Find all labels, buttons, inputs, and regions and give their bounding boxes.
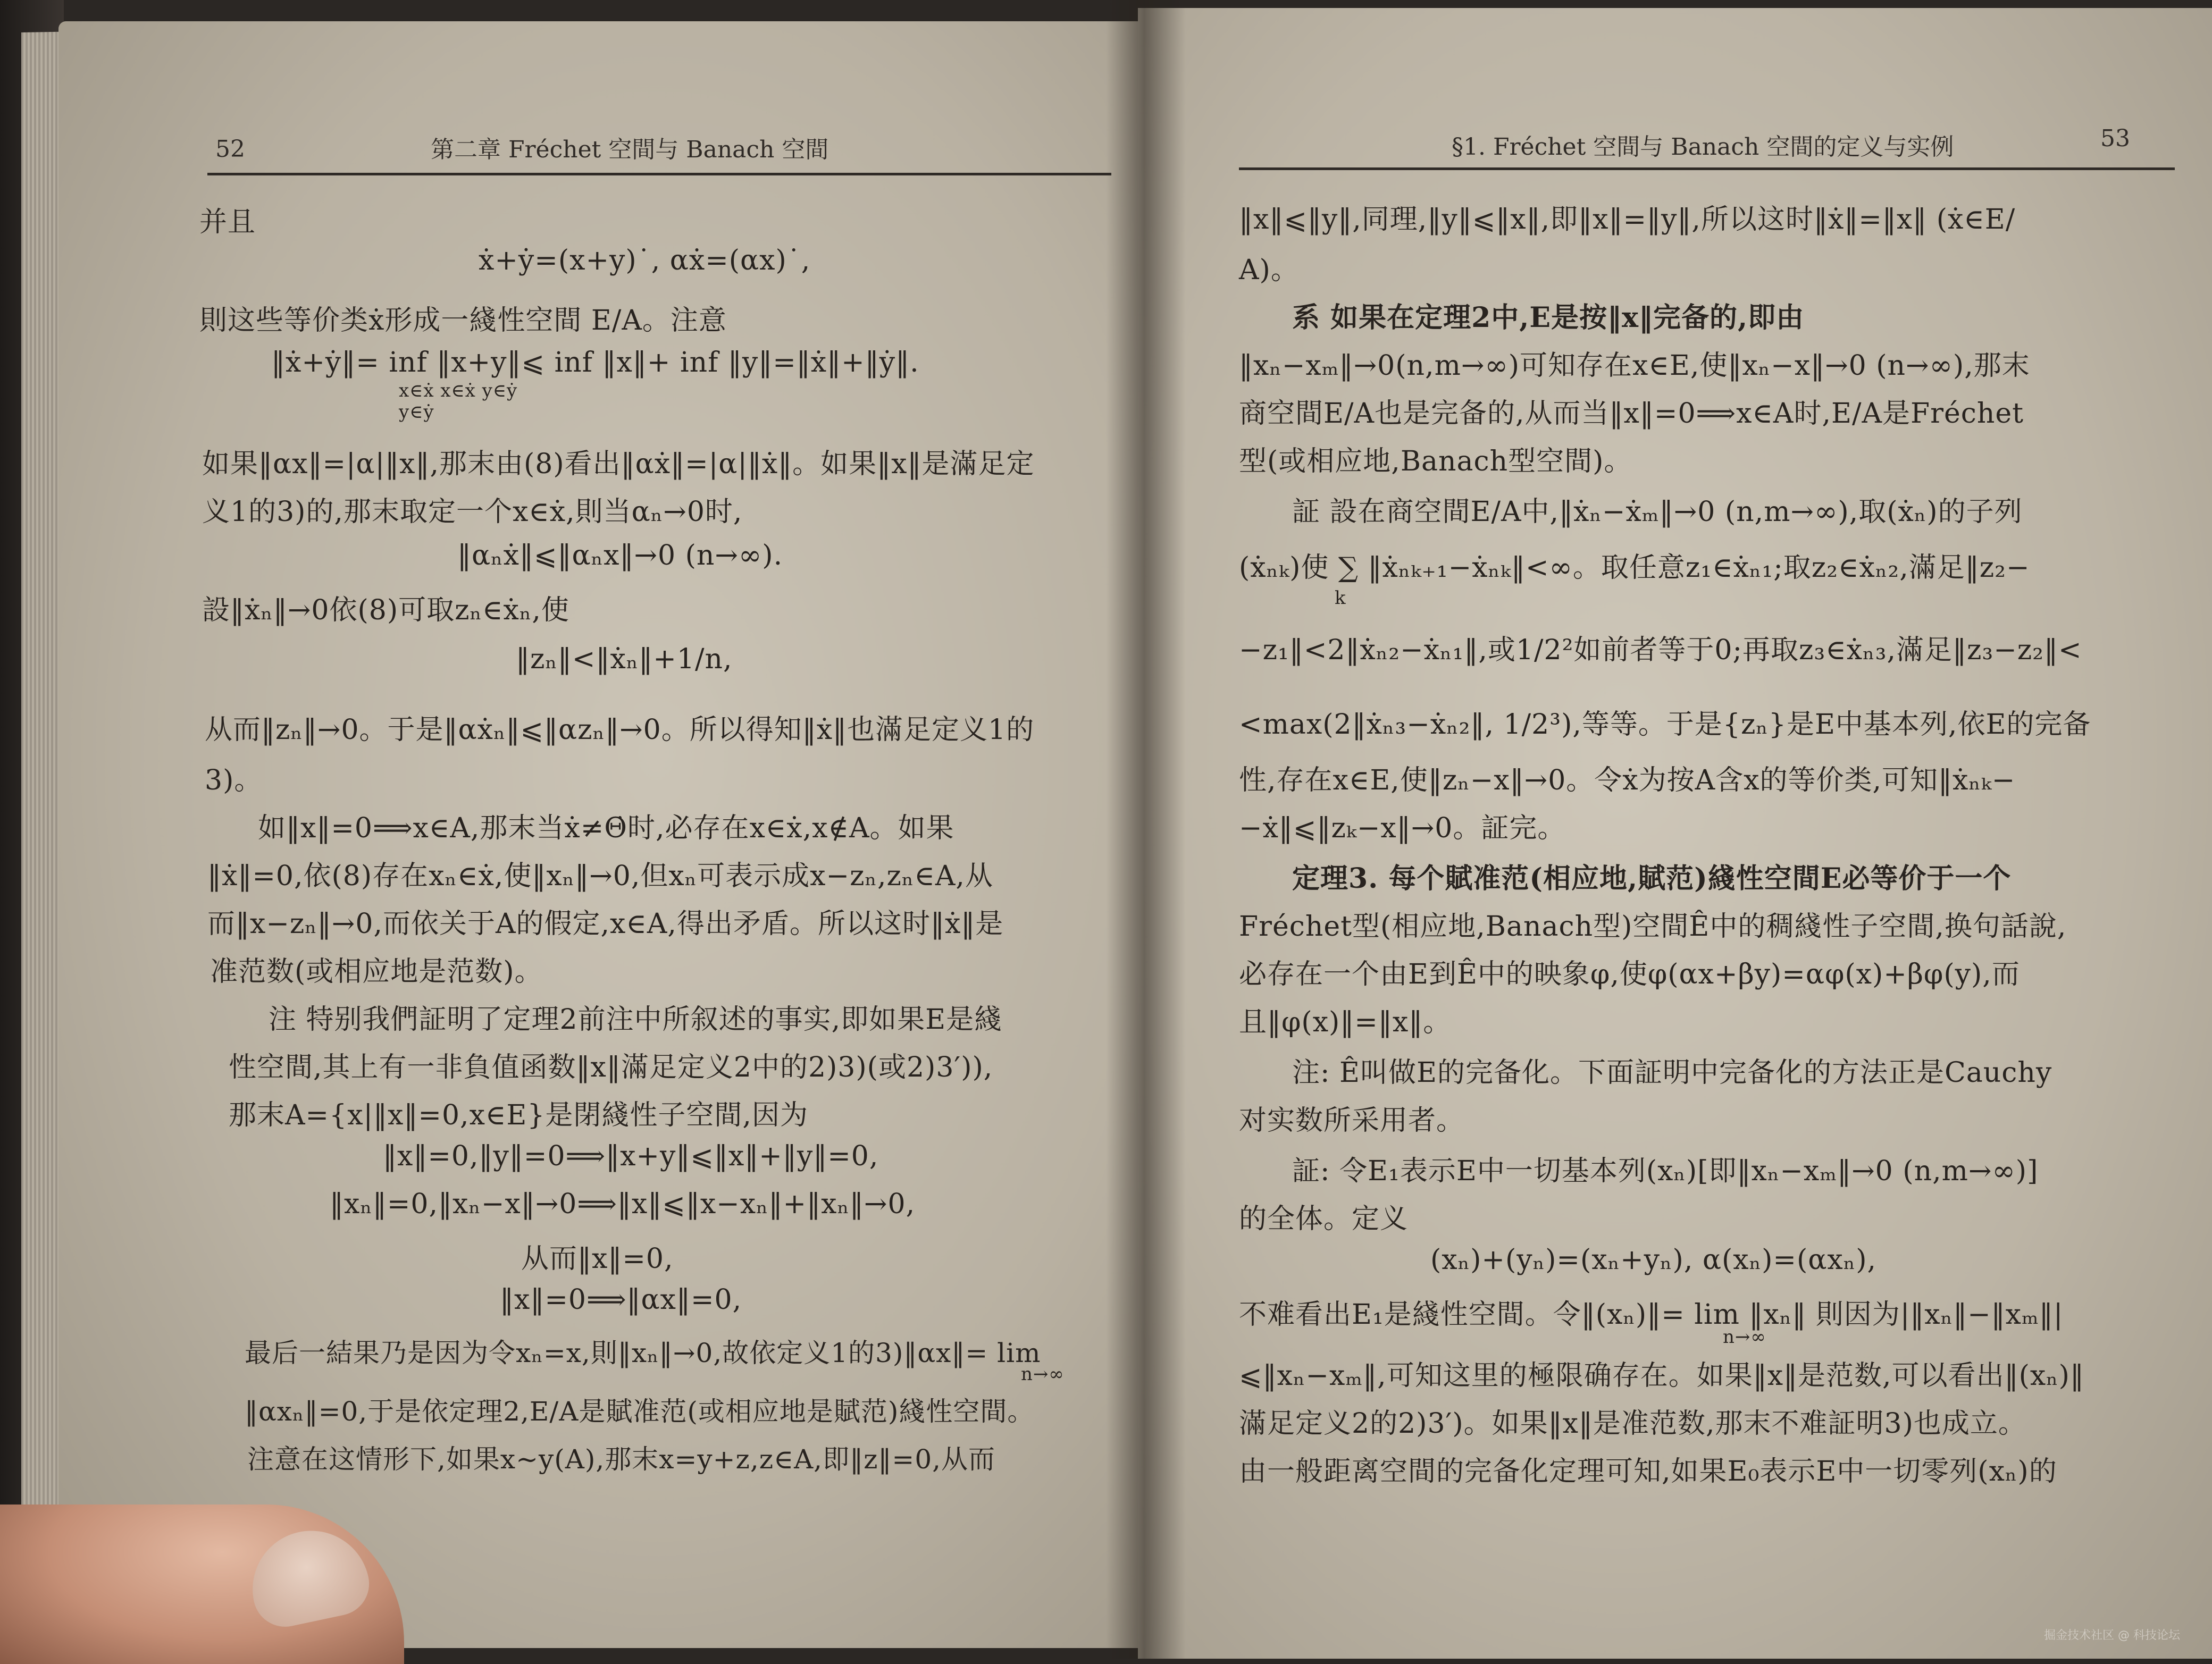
right-line-13: −ẋ‖⩽‖zₖ−x‖→0。証完。 xyxy=(1239,812,1566,844)
right-line-27: 由一般距离空間的完备化定理可知,如果E₀表示E中一切零列(xₙ)的 xyxy=(1239,1456,2057,1487)
left-line-2: ẋ+ẏ=(x+y)˙, αẋ=(αx)˙, xyxy=(479,245,811,276)
left-line-22: ‖xₙ‖=0,‖xₙ−x‖→0⟹‖x‖⩽‖x−xₙ‖+‖xₙ‖→0, xyxy=(330,1188,916,1220)
left-page-number: 52 xyxy=(215,136,245,163)
left-line-20: 那末A={x|‖x‖=0,x∈E}是閉綫性子空間,因为 xyxy=(229,1099,808,1131)
right-line-26: 滿足定义2的2)3′)。如果‖x‖是准范数,那末不难証明3)也成立。 xyxy=(1239,1408,2026,1440)
left-line-19: 性空間,其上有一非負值函数‖x‖滿足定义2中的2)3)(或2)3′)), xyxy=(229,1052,993,1083)
right-line-22: (xₙ)+(yₙ)=(xₙ+yₙ), α(xₙ)=(αxₙ), xyxy=(1430,1244,1877,1276)
left-line-25: 最后一結果乃是因为令xₙ=x,則‖xₙ‖→0,故依定义1的3)‖αx‖= lim xyxy=(245,1338,1041,1368)
right-line-19: 对实数所采用者。 xyxy=(1239,1105,1465,1137)
book-gutter-shadow xyxy=(1106,0,1186,1659)
left-line-28: 注意在这情形下,如果x∼y(A),那末x=y+z,z∈A,即‖z‖=0,从而 xyxy=(247,1444,996,1475)
right-line-16: 必存在一个由E到Ê中的映象φ,使φ(αx+βy)=αφ(x)+βφ(y),而 xyxy=(1239,959,2020,990)
left-line-7: 如果‖αx‖=|α|‖x‖,那末由(8)看出‖αẋ‖=|α|‖ẋ‖。如果‖x‖是滿足定 xyxy=(202,448,1035,480)
left-line-14: 如‖x‖=0⟹x∈A,那末当ẋ≠Θ̇时,必存在x∈ẋ,x∉A。如果 xyxy=(258,812,954,844)
left-line-9: ‖αₙẋ‖⩽‖αₙx‖→0 (n→∞). xyxy=(457,540,783,572)
right-line-15: Fréchet型(相应地,Banach型)空間Ê中的稠綫性子空間,换句話說, xyxy=(1239,911,2067,943)
watermark: 掘金技术社区 @ 科技论坛 xyxy=(2044,1629,2180,1642)
left-line-18: 注 特别我們証明了定理2前注中所叙述的事实,即如果E是綫 xyxy=(269,1004,1003,1036)
left-line-6: y∈ẏ xyxy=(399,401,434,423)
right-header-rule xyxy=(1239,167,2175,170)
left-line-8: 义1的3)的,那末取定一个x∈ẋ,則当αₙ→0时, xyxy=(202,496,743,528)
left-line-13: 3)。 xyxy=(205,764,263,796)
right-line-8: (ẋₙₖ)使 ∑ ‖ẋₙₖ₊₁−ẋₙₖ‖<∞。取任意z₁∈ẋₙ₁;取z₂∈ẋₙ₂,滿足‖z₂− xyxy=(1239,552,2030,584)
left-header-rule xyxy=(207,173,1111,175)
left-line-4: ‖ẋ+ẏ‖= inf ‖x+y‖⩽ inf ‖x‖+ inf ‖y‖=‖ẋ‖+‖ẏ‖. xyxy=(271,347,919,379)
left-line-1: 并且 xyxy=(199,206,256,238)
right-line-24: n→∞ xyxy=(1723,1326,1766,1348)
right-line-5: 商空間E/A也是完备的,从而当‖x‖=0⟹x∈A时,E/A是Fréchet xyxy=(1239,398,2024,430)
right-running-head: §1. Fréchet 空間与 Banach 空間的定义与实例 xyxy=(1452,133,1954,161)
left-line-17: 准范数(或相应地是范数)。 xyxy=(210,956,543,988)
left-line-10: 設‖ẋₙ‖→0依(8)可取zₙ∈ẋₙ,使 xyxy=(202,594,569,626)
right-line-17: 且‖φ(x)‖=‖x‖。 xyxy=(1239,1006,1452,1038)
left-line-26: n→∞ xyxy=(1021,1364,1065,1385)
left-running-head: 第二章 Fréchet 空間与 Banach 空間 xyxy=(431,136,829,163)
right-line-18: 注: Ê叫做E的完备化。下面証明中完备化的方法正是Cauchy xyxy=(1292,1057,2052,1089)
right-line-1: ‖x‖⩽‖y‖,同理,‖y‖⩽‖x‖,即‖x‖=‖y‖,所以这时‖ẋ‖=‖x‖ (ẋ∈E/ xyxy=(1239,204,2016,236)
right-line-25: ⩽‖xₙ−xₘ‖,可知这里的極限确存在。如果‖x‖是范数,可以看出‖(xₙ)‖ xyxy=(1239,1360,2084,1392)
left-line-23: 从而‖x‖=0, xyxy=(521,1243,674,1275)
left-line-21: ‖x‖=0,‖y‖=0⟹‖x+y‖⩽‖x‖+‖y‖=0, xyxy=(383,1140,879,1172)
right-line-21: 的全体。定义 xyxy=(1239,1203,1409,1235)
right-line-9: k xyxy=(1335,587,1346,609)
right-line-12: 性,存在x∈E,使‖zₙ−x‖→0。令ẋ为按A含x的等价类,可知‖ẋₙₖ− xyxy=(1239,764,2016,796)
right-line-10: −z₁‖<2‖ẋₙ₂−ẋₙ₁‖,或1/2²如前者等于0;再取z₃∈ẋₙ₃,滿足‖z₃−z₂‖< xyxy=(1239,634,2082,666)
right-line-7: 証 設在商空間E/A中,‖ẋₙ−ẋₘ‖→0 (n,m→∞),取(ẋₙ)的子列 xyxy=(1292,496,2023,528)
right-line-6: 型(或相应地,Banach型空間)。 xyxy=(1239,446,1632,477)
left-line-15: ‖ẋ‖=0,依(8)存在xₙ∈ẋ,使‖xₙ‖→0,但xₙ可表示成x−zₙ,zₙ∈A,从 xyxy=(207,860,993,892)
right-line-11: <max(2‖ẋₙ₃−ẋₙ₂‖, 1/2³),等等。于是{zₙ}是E中基本列,依E的完备 xyxy=(1239,709,2091,741)
right-line-23: 不难看出E₁是綫性空間。令‖(xₙ)‖= lim ‖xₙ‖ 則因为|‖xₙ‖−‖xₘ‖| xyxy=(1239,1299,2064,1331)
left-line-16: 而‖x−zₙ‖→0,而依关于A的假定,x∈A,得出矛盾。所以这时‖ẋ‖是 xyxy=(207,908,1004,940)
right-line-2: A)。 xyxy=(1239,254,1299,286)
right-line-4: ‖xₙ−xₘ‖→0(n,m→∞)可知存在x∈E,使‖xₙ−x‖→0 (n→∞),那末 xyxy=(1239,350,2030,382)
right-page xyxy=(1138,8,2212,1659)
left-line-24: ‖x‖=0⟹‖αx‖=0, xyxy=(500,1284,742,1316)
left-line-3: 則这些等价类ẋ形成一綫性空間 E/A。注意 xyxy=(199,305,727,337)
left-line-11: ‖zₙ‖<‖ẋₙ‖+1/n, xyxy=(516,643,733,675)
left-line-27: ‖αxₙ‖=0,于是依定理2,E/A是賦准范(或相应地是賦范)綫性空間。 xyxy=(245,1396,1035,1427)
right-line-3: 系 如果在定理2中,E是按‖x‖完备的,即由 xyxy=(1292,301,1805,334)
right-line-20: 証: 令E₁表示E中一切基本列(xₙ)[即‖xₙ−xₘ‖→0 (n,m→∞)] xyxy=(1292,1155,2039,1187)
right-line-14: 定理3. 每个賦准范(相应地,賦范)綫性空間E必等价于一个 xyxy=(1292,862,2012,895)
right-page-number: 53 xyxy=(2100,125,2130,152)
left-line-5: x∈ẋ x∈ẋ y∈ẏ xyxy=(399,380,518,401)
left-page xyxy=(58,21,1146,1648)
left-line-12: 从而‖zₙ‖→0。于是‖αẋₙ‖⩽‖αzₙ‖→0。所以得知‖ẋ‖也滿足定义1的 xyxy=(205,714,1035,746)
